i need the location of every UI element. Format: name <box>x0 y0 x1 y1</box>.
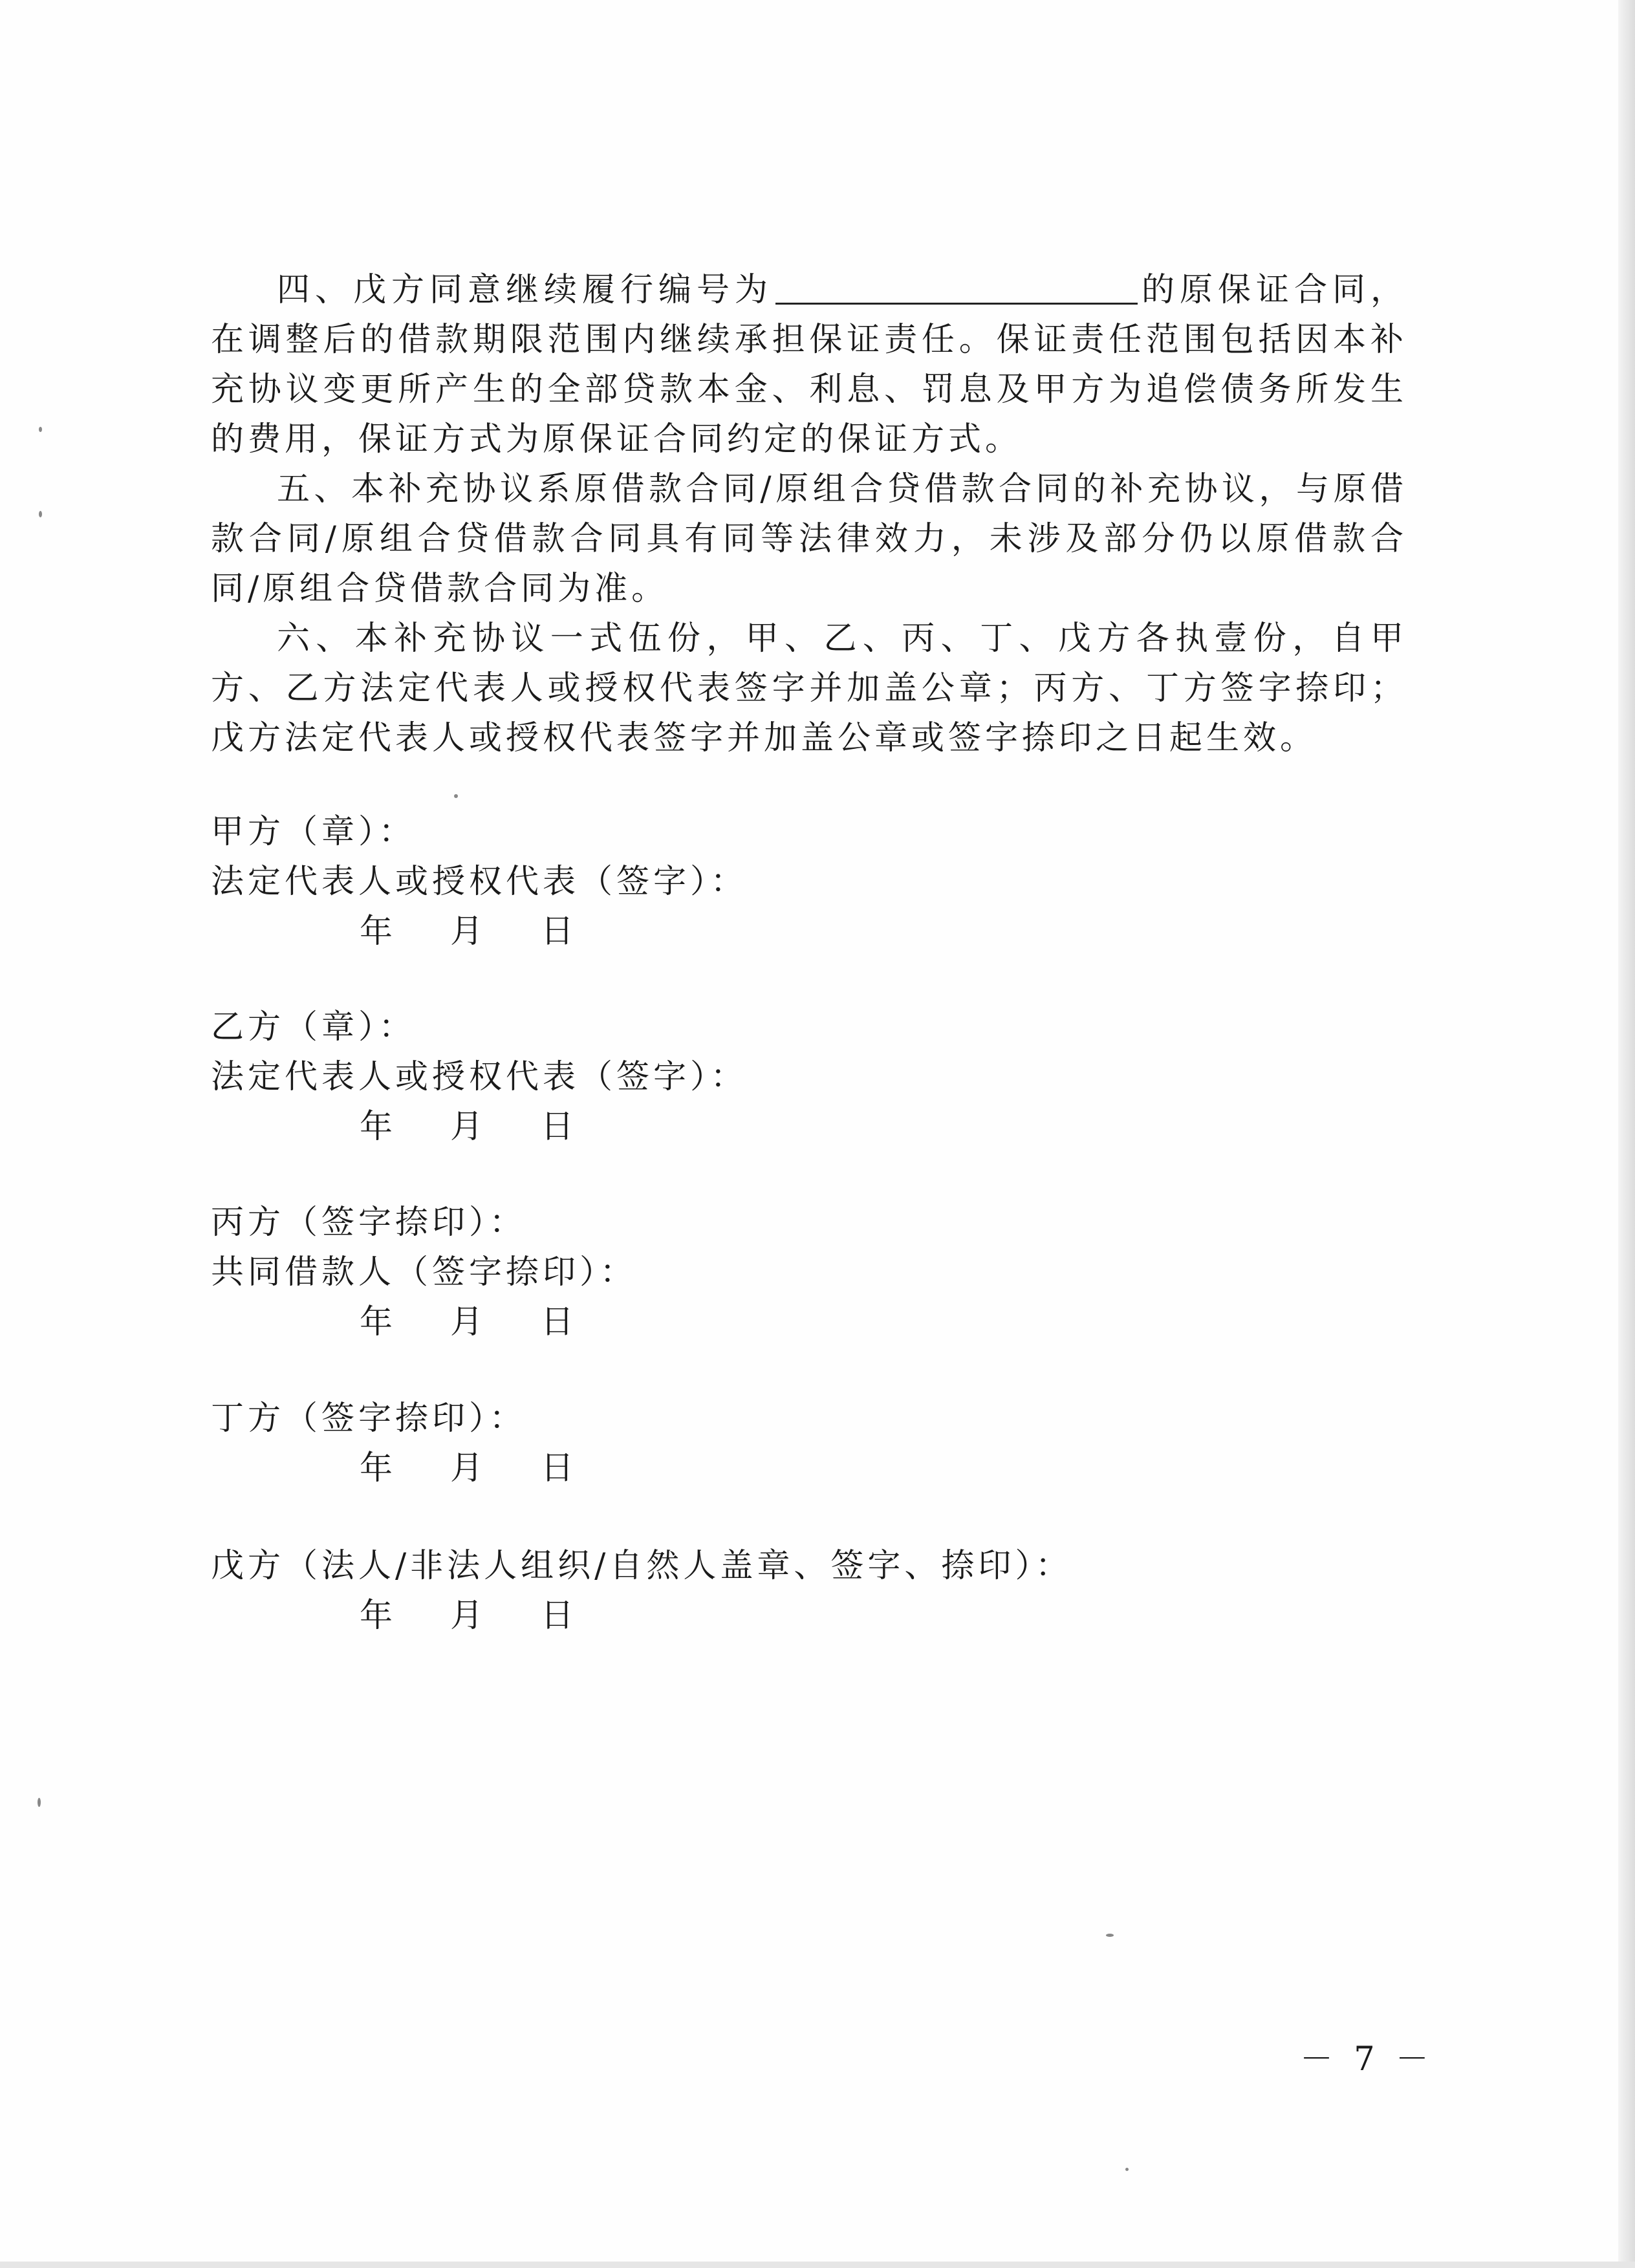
clause-6: 六、本补充协议一式伍份，甲、乙、丙、丁、戊方各执壹份，自甲方、乙方法定代表人或授权代表签字并加盖公章；丙方、丁方签字捺印；戊方法定代表人或授权代表签字并加盖公章或签字捺印之日起生效。 <box>211 620 1407 757</box>
party-b-seal-label: 乙方（章）： <box>211 1008 416 1046</box>
contract-number-blank[interactable] <box>775 269 1138 305</box>
date-month-label: 月 <box>450 1108 488 1146</box>
party-a-signature-block <box>211 807 748 956</box>
party-c-date <box>211 1297 637 1347</box>
date-year-label: 年 <box>360 913 397 951</box>
date-day-label: 日 <box>541 1303 578 1341</box>
date-day-label: 日 <box>541 1449 578 1487</box>
scan-speck <box>38 1798 41 1807</box>
party-e-sign-label: 戊方（法人/非法人组织/自然人盖章、签字、捺印）： <box>211 1547 1072 1585</box>
party-b-signature-block <box>211 1002 748 1152</box>
scan-right-edge <box>1618 0 1635 2268</box>
date-month-label: 月 <box>450 1597 488 1635</box>
party-a-representative-label: 法定代表人或授权代表（签字）： <box>211 863 748 901</box>
party-a-date <box>211 907 748 956</box>
scan-speck <box>39 511 42 517</box>
scan-speck <box>39 427 42 432</box>
scan-speck <box>1106 1934 1114 1937</box>
date-year-label: 年 <box>360 1303 397 1341</box>
date-month-label: 月 <box>450 913 488 951</box>
date-year-label: 年 <box>360 1449 397 1487</box>
party-c-signature-block <box>211 1198 637 1347</box>
date-month-label: 月 <box>450 1303 488 1341</box>
scan-bottom-edge <box>0 2262 1635 2268</box>
date-year-label: 年 <box>360 1108 397 1146</box>
date-day-label: 日 <box>541 1597 578 1635</box>
party-b-date <box>211 1102 748 1152</box>
clause-5: 五、本补充协议系原借款合同/原组合贷借款合同的补充协议，与原借款合同/原组合贷借款合同具有同等法律效力，未涉及部分仍以原借款合同/原组合贷借款合同为准。 <box>211 470 1407 608</box>
date-day-label: 日 <box>541 1108 578 1146</box>
party-d-sign-label: 丁方（签字捺印）： <box>211 1399 526 1438</box>
party-d-signature-block <box>211 1394 578 1493</box>
scan-speck <box>1125 2168 1129 2171</box>
agreement-body <box>211 265 1407 763</box>
party-c-sign-label: 丙方（签字捺印）： <box>211 1204 526 1242</box>
party-e-signature-block <box>211 1541 1072 1641</box>
co-borrower-sign-label: 共同借款人（签字捺印）： <box>211 1253 637 1291</box>
clause-4-lead: 四、戊方同意继续履行编号为 <box>277 271 773 309</box>
party-b-representative-label: 法定代表人或授权代表（签字）： <box>211 1058 748 1096</box>
party-e-date <box>211 1591 1072 1641</box>
date-month-label: 月 <box>450 1449 488 1487</box>
party-d-date <box>211 1443 578 1493</box>
scan-speck <box>454 794 458 798</box>
party-a-seal-label: 甲方（章）： <box>211 813 416 851</box>
date-year-label: 年 <box>360 1597 397 1635</box>
clause-4-rest: 的原保证合同，在调整后的借款期限范围内继续承担保证责任。保证责任范围包括因本补充协议变更所产生的全部贷款本金、利息、罚息及甲方为追偿债务所发生的费用，保证方式为原保证合同约定的保证方式。 <box>211 271 1407 459</box>
date-day-label: 日 <box>541 913 578 951</box>
clause-4 <box>211 265 1407 464</box>
page-number: － 7 － <box>1300 2040 1434 2079</box>
